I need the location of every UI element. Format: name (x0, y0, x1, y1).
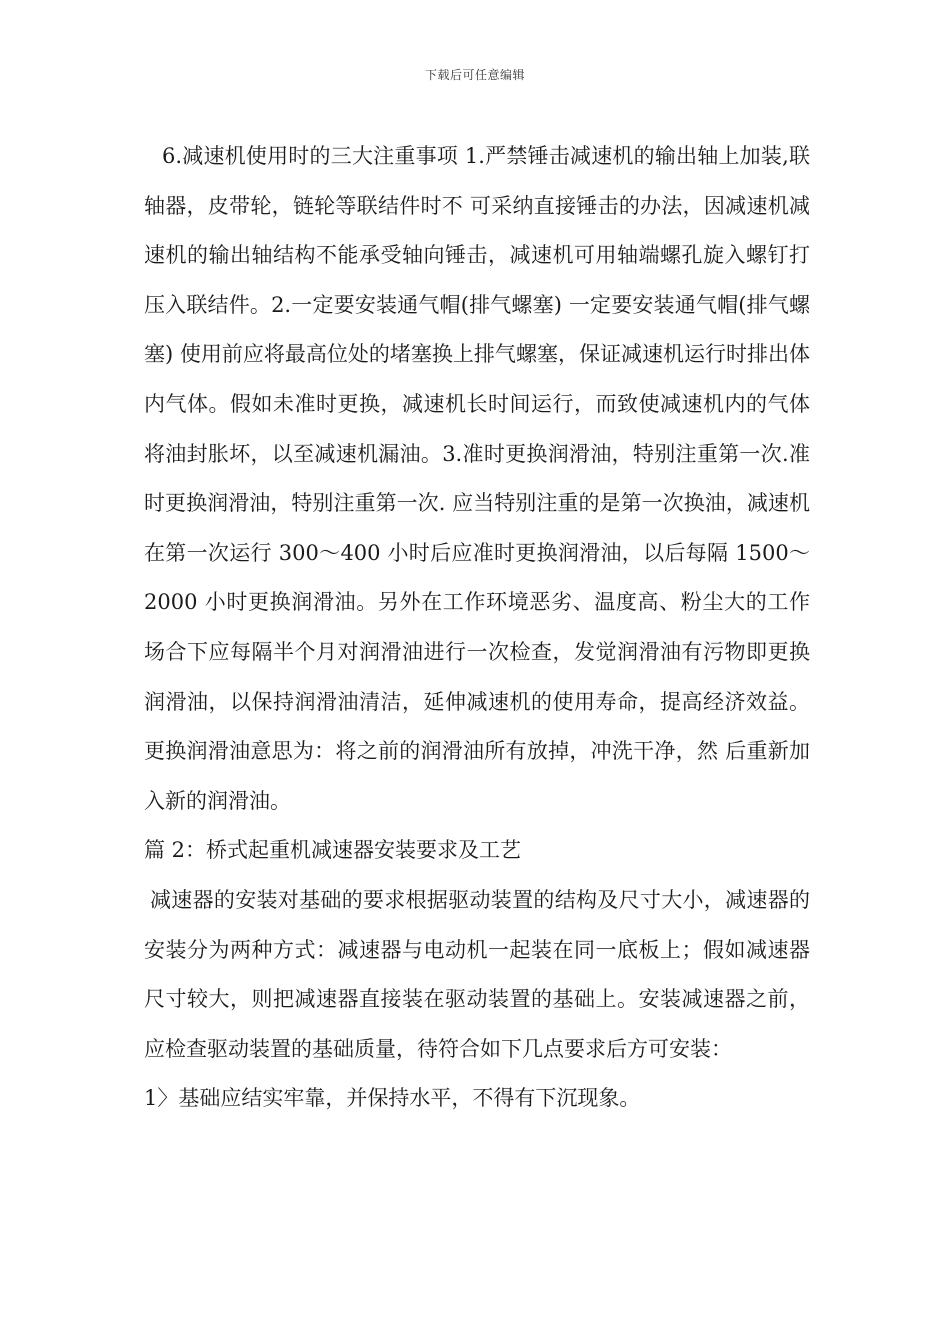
paragraph-installation-requirements: 减速器的安装对基础的要求根据驱动装置的结构及尺寸大小，减速器的安装分为两种方式：减速器与电动机一起装在同一底板上；假如减速器尺寸较大，则把减速器直接装在驱动装置的基础上。安装减速器之前，应检查驱动装置的基础质量，待符合如下几点要求后方可安装： (144, 887, 810, 1061)
document-body (144, 132, 810, 1124)
list-item-foundation: 1〉基础应结实牢靠，并保持水平，不得有下沉现象。 (144, 1086, 641, 1111)
page-header: 下载后可任意编辑 (424, 68, 525, 82)
section-heading: 篇 2：桥式起重机减速器安装要求及工艺 (144, 838, 522, 863)
paragraph-gearbox-precautions: 6.减速机使用时的三大注重事项 1.严禁锤击减速机的输出轴上加装,联轴器，皮带轮，链轮等联结件时不 可采纳直接锤击的办法，因减速机减速机的输出轴结构不能承受轴向锤击，减速机可用轴端螺孔旋入螺钉打压入联结件。2.一定要安装通气帽(排气螺塞) 一定要安装通气帽(排气螺塞) 使用前应将最高位处的堵塞换上排气螺塞，保证减速机运行时排出体内气体。假如未准时更换，减速机长时间运行，而致使减速机内的气体将油封胀坏，以至减速机漏油。3.准时更换润滑油，特别注重第一次.准时更换润滑油，特别注重第一次. 应当特别注重的是第一次换油，减速机在第一次运行 300～400 小时后应准时更换润滑油，以后每隔 1500～2000 小时更换润滑油。另外在工作环境恶劣、温度高、粉尘大的工作场合下应每隔半个月对润滑油进行一次检查，发觉润滑油有污物即更换润滑油，以保持润滑油清洁，延伸减速机的使用寿命，提高经济效益。更换润滑油意思为：将之前的润滑油所有放掉，冲洗干净，然 后重新加入新的润滑油。 (144, 144, 810, 813)
